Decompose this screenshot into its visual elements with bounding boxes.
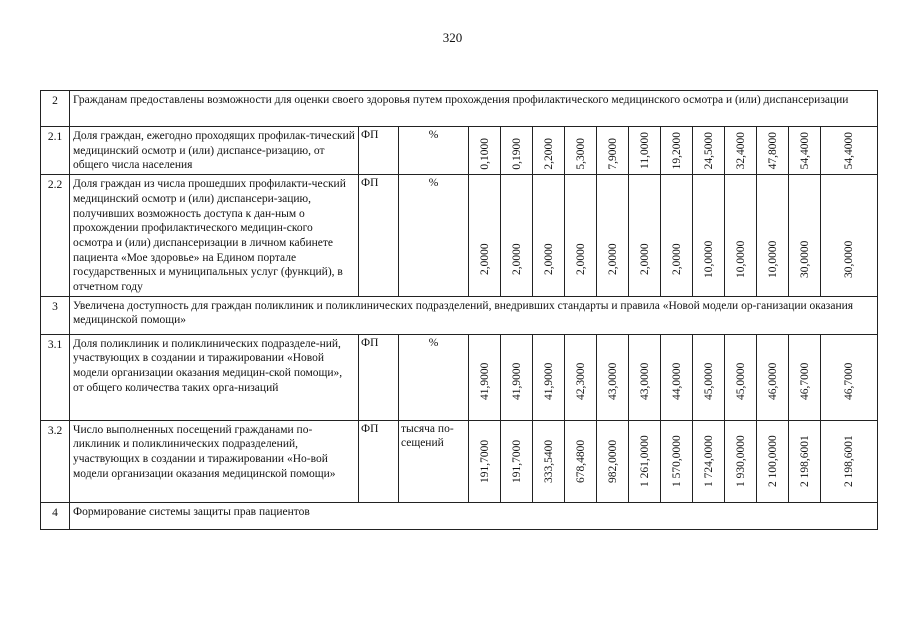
value-text: 2,0000 — [478, 243, 491, 276]
value-cell — [725, 127, 757, 175]
value-text: 41,9000 — [510, 362, 523, 401]
value-text: 42,3000 — [574, 362, 587, 401]
indicator-description: Число выполненных посещений гражданами по-ликлиник и поликлинических подразделений, участвующих в создании и тиражировании «Но-вой модели организации оказания медицинской помощи» — [70, 420, 359, 503]
section-row — [41, 503, 878, 530]
value-text: 54,4000 — [843, 132, 856, 170]
value-text: 46,0000 — [766, 362, 779, 401]
value-text: 45,0000 — [734, 362, 747, 401]
section-title: Увеличена доступность для граждан поликлиник и поликлинических подразделений, внедривших стандарты и правила «Новой модели ор-ганизации оказания медицинской помощи» — [70, 296, 878, 334]
value-cell — [693, 334, 725, 420]
value-cell — [789, 127, 821, 175]
section-row — [41, 91, 878, 127]
value-text: 7,9000 — [606, 137, 619, 170]
row-number: 3.2 — [41, 420, 70, 503]
value-cell — [565, 127, 597, 175]
value-text: 1 261,0000 — [638, 435, 651, 488]
value-text: 32,4000 — [734, 132, 747, 170]
value-cell — [533, 420, 565, 503]
indicator-unit: % — [399, 175, 469, 297]
value-cell — [469, 175, 501, 297]
page-number: 320 — [442, 30, 463, 45]
value-text: 2 198,6001 — [798, 435, 811, 488]
value-text: 43,0000 — [606, 362, 619, 401]
value-text: 982,0000 — [606, 439, 619, 483]
value-cell — [597, 175, 629, 297]
value-cell — [597, 334, 629, 420]
value-text: 1 930,0000 — [734, 435, 747, 488]
value-cell — [661, 175, 693, 297]
value-text: 2 100,0000 — [766, 435, 779, 488]
value-cell — [661, 334, 693, 420]
value-cell — [501, 175, 533, 297]
value-cell — [725, 175, 757, 297]
value-cell — [469, 127, 501, 175]
value-cell — [789, 420, 821, 503]
value-text: 2,0000 — [638, 243, 651, 276]
value-cell — [565, 420, 597, 503]
value-text: 30,0000 — [798, 240, 811, 279]
value-cell — [501, 127, 533, 175]
value-text: 333,5400 — [542, 439, 555, 483]
indicator-unit: % — [399, 334, 469, 420]
value-text: 2,0000 — [606, 243, 619, 276]
value-cell — [533, 127, 565, 175]
value-cell — [693, 127, 725, 175]
table-body — [41, 91, 878, 530]
value-text: 19,2000 — [670, 132, 683, 170]
value-text: 2,0000 — [510, 243, 523, 276]
section-title: Гражданам предоставлены возможности для оценки своего здоровья путем прохождения профилактического медицинского осмотра и (или) диспансеризации — [70, 91, 878, 127]
value-text: 2 198,6001 — [843, 435, 856, 488]
value-text: 43,0000 — [638, 362, 651, 401]
value-cell — [629, 334, 661, 420]
indicator-row — [41, 420, 878, 503]
row-number: 2.1 — [41, 127, 70, 175]
value-cell — [501, 420, 533, 503]
value-text: 2,0000 — [574, 243, 587, 276]
indicator-row — [41, 175, 878, 297]
value-cell — [469, 420, 501, 503]
indicator-source: ФП — [359, 175, 399, 297]
indicator-table — [40, 90, 878, 530]
value-text: 5,3000 — [574, 137, 587, 170]
value-text: 24,5000 — [702, 132, 715, 170]
indicator-unit: тысяча по-сещений — [399, 420, 469, 503]
value-text: 41,9000 — [542, 362, 555, 401]
value-cell — [757, 334, 789, 420]
row-number: 4 — [41, 503, 70, 530]
value-text: 678,4800 — [574, 439, 587, 483]
value-cell — [725, 334, 757, 420]
value-cell — [821, 420, 878, 503]
value-cell — [821, 175, 878, 297]
value-cell — [693, 420, 725, 503]
value-text: 10,0000 — [702, 240, 715, 279]
value-text: 10,0000 — [734, 240, 747, 279]
value-text: 191,7000 — [478, 439, 491, 483]
value-text: 46,7000 — [843, 362, 856, 401]
value-cell — [629, 420, 661, 503]
indicator-description: Доля граждан, ежегодно проходящих профилак-тический медицинский осмотр и (или) диспансе-ризацию, от общего числа населения — [70, 127, 359, 175]
value-cell — [533, 334, 565, 420]
value-text: 41,9000 — [478, 362, 491, 401]
indicator-source: ФП — [359, 334, 399, 420]
value-text: 2,2000 — [542, 137, 555, 170]
section-row — [41, 296, 878, 334]
value-cell — [821, 127, 878, 175]
value-cell — [469, 334, 501, 420]
value-cell — [597, 127, 629, 175]
value-text: 0,1000 — [478, 137, 491, 170]
value-cell — [565, 334, 597, 420]
indicator-unit: % — [399, 127, 469, 175]
value-cell — [629, 127, 661, 175]
value-cell — [629, 175, 661, 297]
value-cell — [757, 420, 789, 503]
value-cell — [757, 127, 789, 175]
row-number: 3.1 — [41, 334, 70, 420]
indicator-description: Доля граждан из числа прошедших профилакти-ческий медицинский осмотр и (или) диспансери-зацию, получивших возможность доступа к дан-ным о прохождении профилактического медицин-ского осмотра и (или) диспансеризации в личном кабинете пациента «Мое здоровье» на Едином портале государственных и муниципальных услуг (функций), в отчетном году — [70, 175, 359, 297]
value-text: 46,7000 — [798, 362, 811, 401]
value-cell — [501, 334, 533, 420]
value-cell — [725, 420, 757, 503]
value-text: 10,0000 — [766, 240, 779, 279]
value-text: 0,1900 — [510, 137, 523, 170]
value-text: 45,0000 — [702, 362, 715, 401]
value-text: 1 570,0000 — [670, 435, 683, 488]
value-cell — [789, 334, 821, 420]
value-cell — [821, 334, 878, 420]
value-text: 11,0000 — [638, 132, 651, 170]
value-cell — [789, 175, 821, 297]
value-text: 2,0000 — [542, 243, 555, 276]
value-text: 1 724,0000 — [702, 435, 715, 488]
indicator-source: ФП — [359, 127, 399, 175]
value-cell — [565, 175, 597, 297]
value-text: 2,0000 — [670, 243, 683, 276]
value-text: 47,8000 — [766, 132, 779, 170]
value-cell — [661, 420, 693, 503]
value-text: 191,7000 — [510, 439, 523, 483]
indicator-row — [41, 127, 878, 175]
value-cell — [597, 420, 629, 503]
section-title: Формирование системы защиты прав пациентов — [70, 503, 878, 530]
row-number: 2 — [41, 91, 70, 127]
indicator-source: ФП — [359, 420, 399, 503]
value-cell — [661, 127, 693, 175]
row-number: 2.2 — [41, 175, 70, 297]
value-text: 44,0000 — [670, 362, 683, 401]
value-cell — [757, 175, 789, 297]
value-text: 54,4000 — [798, 132, 811, 170]
value-cell — [533, 175, 565, 297]
value-text: 30,0000 — [843, 240, 856, 279]
value-cell — [693, 175, 725, 297]
indicator-row — [41, 334, 878, 420]
indicator-description: Доля поликлиник и поликлинических подразделе-ний, участвующих в создании и тиражировании «Новой модели организации оказания медицин-ской помощи», от общего количества таких орга-низаций — [70, 334, 359, 420]
row-number: 3 — [41, 296, 70, 334]
